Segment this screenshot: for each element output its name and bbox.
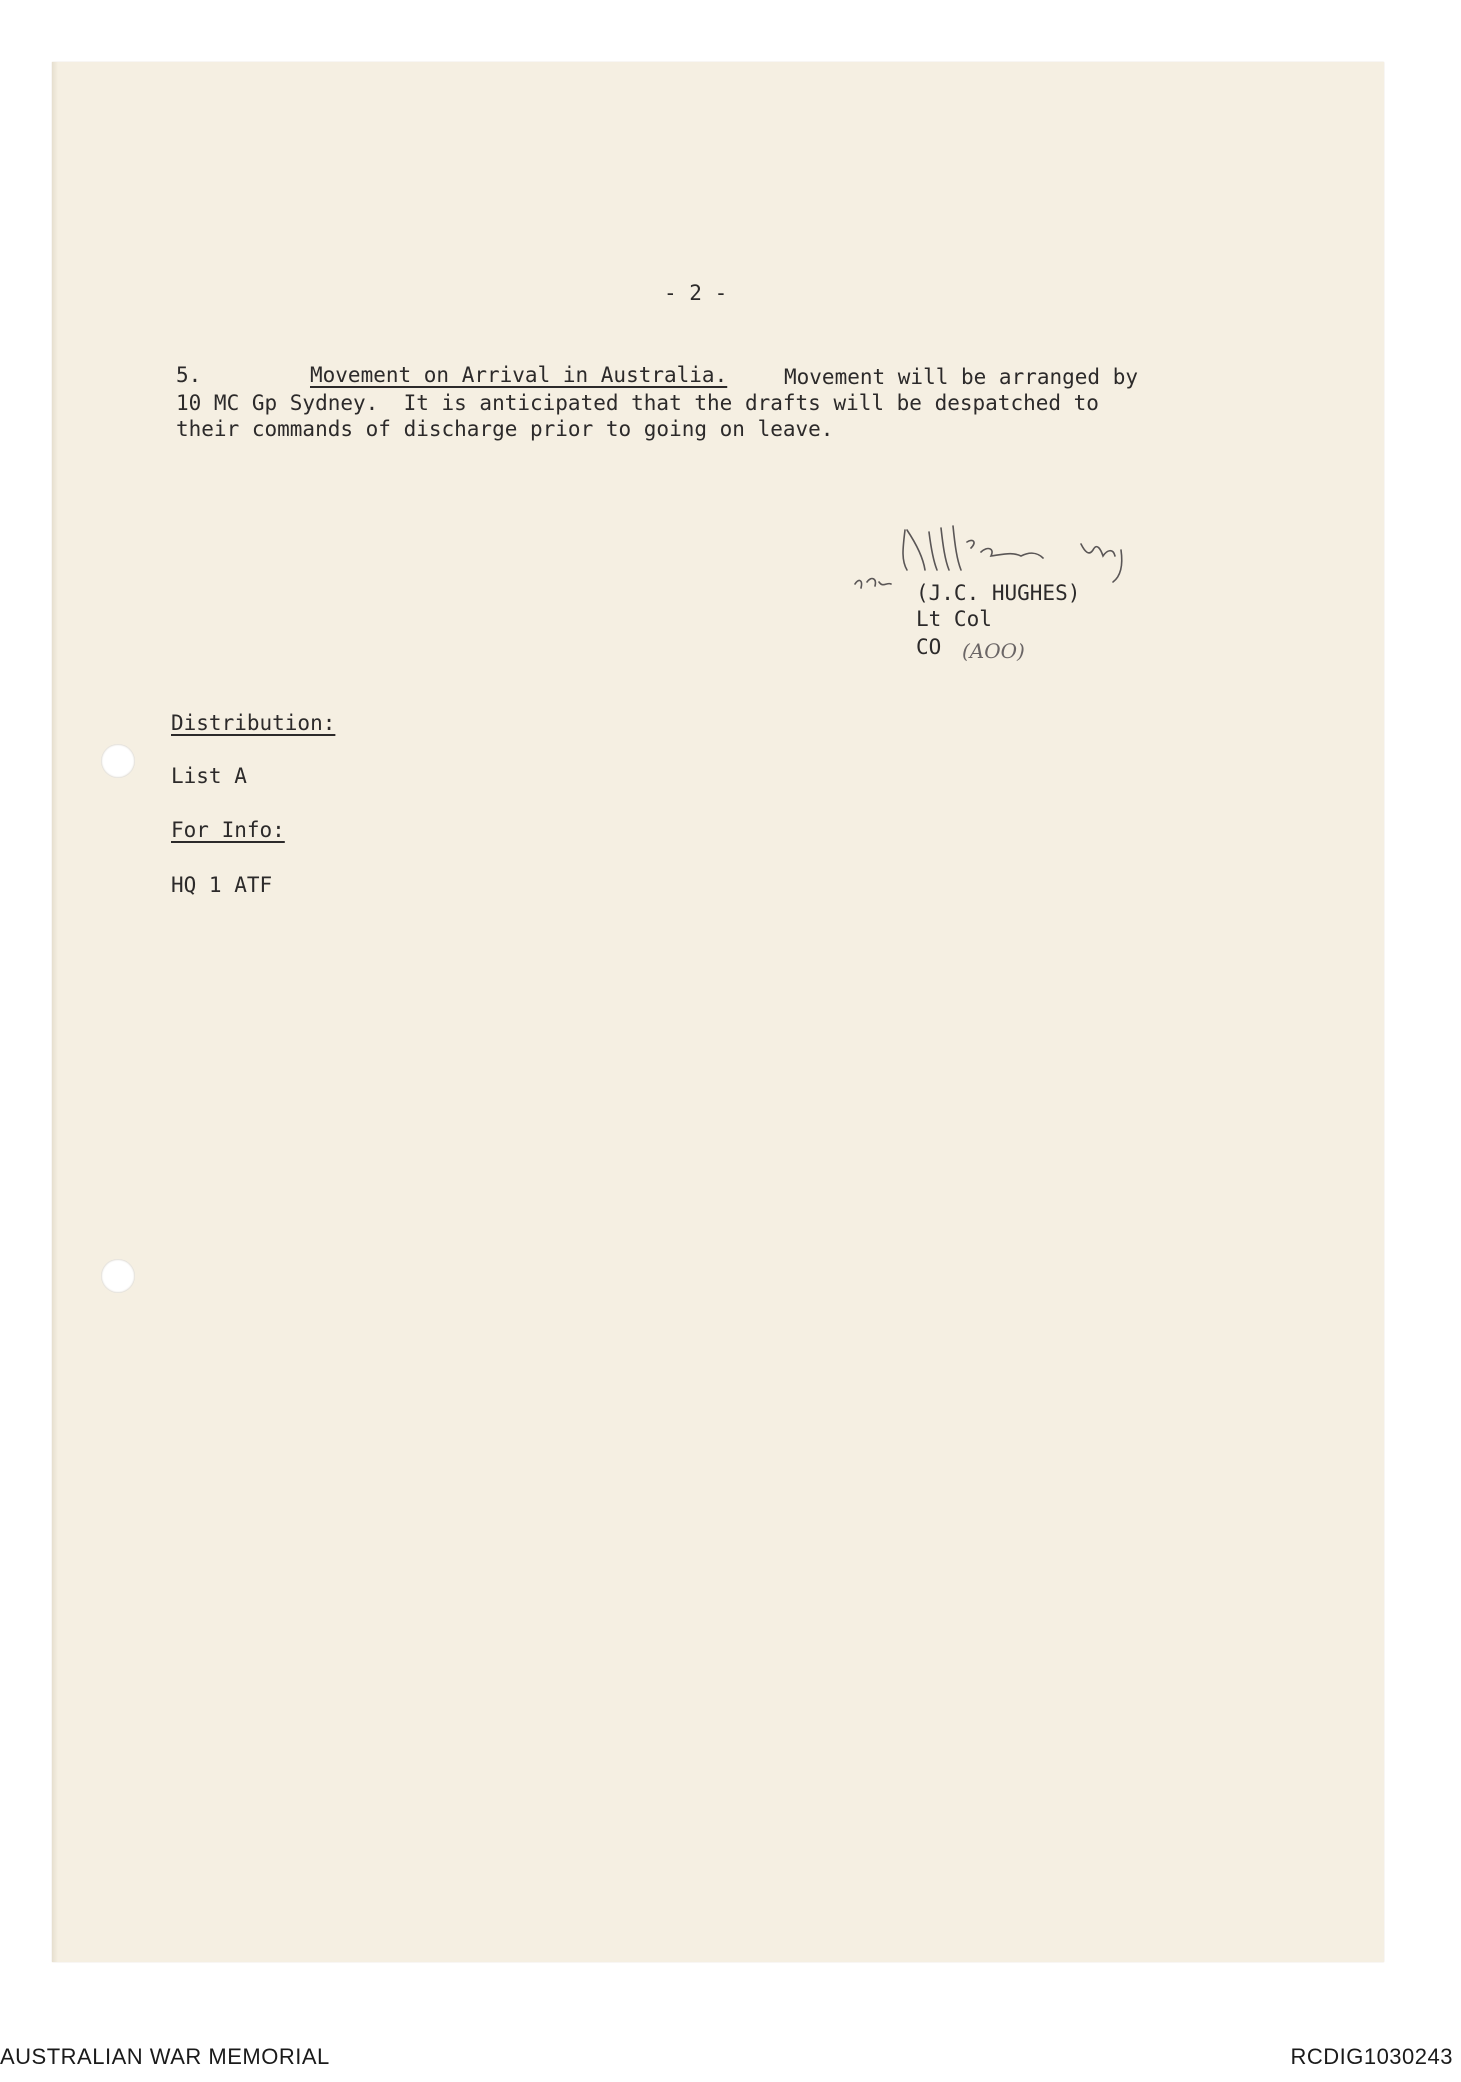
handwritten-note: (AOO) <box>962 639 1025 663</box>
paragraph-line-3: their commands of discharge prior to going on leave. <box>176 417 834 441</box>
paragraph-number: 5. <box>176 363 202 387</box>
punch-hole-bottom <box>101 1259 135 1293</box>
signatory-rank: Lt Col <box>916 607 992 631</box>
footer-right: RCDIG1030243 <box>1290 2044 1453 2069</box>
distribution-heading: Distribution: <box>171 711 336 735</box>
signatory-name: (J.C. HUGHES) <box>916 581 1081 605</box>
info-item: HQ 1 ATF <box>171 873 273 897</box>
paragraph-heading: Movement on Arrival in Australia. <box>310 363 728 387</box>
page-number: - 2 - <box>664 281 728 305</box>
document-page <box>52 62 1384 1962</box>
distribution-item: List A <box>171 764 247 788</box>
punch-hole-top <box>101 744 135 778</box>
info-heading: For Info: <box>171 818 285 842</box>
paragraph-line-1: Movement will be arranged by <box>784 365 1139 389</box>
paper-edge-shadow <box>52 62 58 1962</box>
footer-left: AUSTRALIAN WAR MEMORIAL <box>0 2044 330 2069</box>
paragraph-line-2: 10 MC Gp Sydney. It is anticipated that the drafts will be despatched to <box>176 391 1099 415</box>
signatory-appointment: CO <box>916 635 942 659</box>
